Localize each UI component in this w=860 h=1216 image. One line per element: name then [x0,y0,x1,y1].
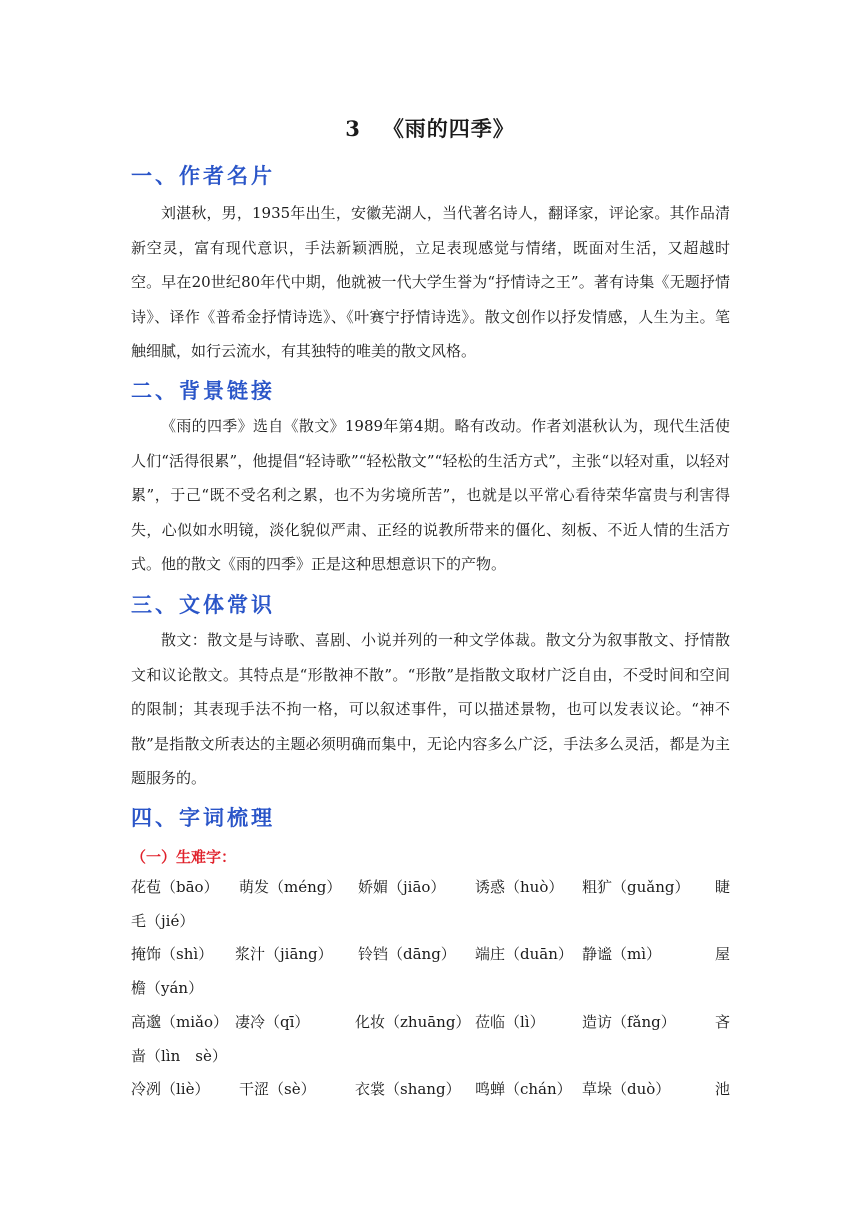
section-heading-genre: 三、文体常识 [131,592,275,617]
title-text: 《雨的四季》 [382,116,515,141]
vocab-row [131,1078,731,1112]
vocab-item: 浆汁（jiāng） [235,945,333,963]
vocab-item: 花苞（bāo） [131,878,219,896]
section-heading-vocabulary: 四、字词梳理 [131,805,275,830]
vocab-item: 凄冷（qī） [235,1013,310,1031]
vocab-item: 睫 [715,878,731,896]
vocab-item: 萌发（méng） [239,878,342,896]
vocab-wrap: 啬（lìn sè） [131,1047,227,1065]
page-title [0,113,860,143]
vocab-item: 铃铛（dāng） [358,945,456,963]
background-paragraph: 《雨的四季》选自《散文》1989年第4期。略有改动。作者刘湛秋认为，现代生活使人们“活得很累”，他提倡“轻诗歌”“轻松散文”“轻松的生活方式”，主张“以轻对重，以轻对累”，于己“既不受名利之累，也不为劣境所苦”，也就是以平常心看待荣华富贵与利害得失，心似如水明镜，淡化貌似严肃、正经的说教所带来的僵化、刻板、不近人情的生活方式。他的散文《雨的四季》正是这种思想意识下的产物。 [131,417,730,573]
vocab-item: 化妆（zhuāng） [355,1013,471,1031]
vocab-item: 草垛（duò） [582,1080,671,1098]
vocab-item: 诱惑（huò） [475,878,564,896]
vocab-item: 冷冽（liè） [131,1080,210,1098]
vocab-wrap: 毛（jié） [131,912,195,930]
vocab-item: 造访（fǎng） [582,1013,676,1031]
vocab-item: 高邈（miǎo） [131,1013,228,1031]
vocab-item: 端庄（duān） [475,945,573,963]
vocab-row [131,1011,731,1045]
vocab-item: 莅临（lì） [475,1013,545,1031]
genre-paragraph: 散文：散文是与诗歌、喜剧、小说并列的一种文学体裁。散文分为叙事散文、抒情散文和议论散文。其特点是“形散神不散”。“形散”是指散文取材广泛自由，不受时间和空间的限制；其表现手法不拘一格，可以叙述事件，可以描述景物，也可以发表议论。“神不散”是指散文所表达的主题必须明确而集中，无论内容多么广泛，手法多么灵活，都是为主题服务的。 [131,631,730,787]
vocab-item: 静谧（mì） [582,945,662,963]
vocab-row [131,943,731,977]
author-paragraph: 刘湛秋，男，1935年出生，安徽芜湖人，当代著名诗人，翻译家，评论家。其作品清新空灵，富有现代意识，手法新颖洒脱，立足表现感觉与情绪，既面对生活，又超越时空。早在20世纪80年代中期，他就被一代大学生誉为“抒情诗之王”。著有诗集《无题抒情诗》、译作《普希金抒情诗选》、《叶赛宁抒情诗选》。散文创作以抒发情感，人生为主。笔触细腻，如行云流水，有其独特的唯美的散文风格。 [131,204,730,360]
vocab-item: 掩饰（shì） [131,945,214,963]
vocab-item: 鸣蝉（chán） [475,1080,572,1098]
vocab-item: 吝 [715,1013,731,1031]
vocab-item: 粗犷（guǎng） [582,878,690,896]
section-heading-author: 一、作者名片 [131,163,275,188]
vocab-item: 屋 [715,945,731,963]
vocab-item: 干涩（sè） [239,1080,316,1098]
vocab-wrap: 檐（yán） [131,979,204,997]
title-number: 3 [345,116,361,141]
vocab-item: 池 [715,1080,731,1098]
section-heading-background: 二、背景链接 [131,378,275,403]
vocab-row [131,876,731,910]
vocab-item: 衣裳（shang） [355,1080,461,1098]
vocab-item: 娇媚（jiāo） [358,878,446,896]
vocab-subheading: （一）生难字： [131,848,237,866]
